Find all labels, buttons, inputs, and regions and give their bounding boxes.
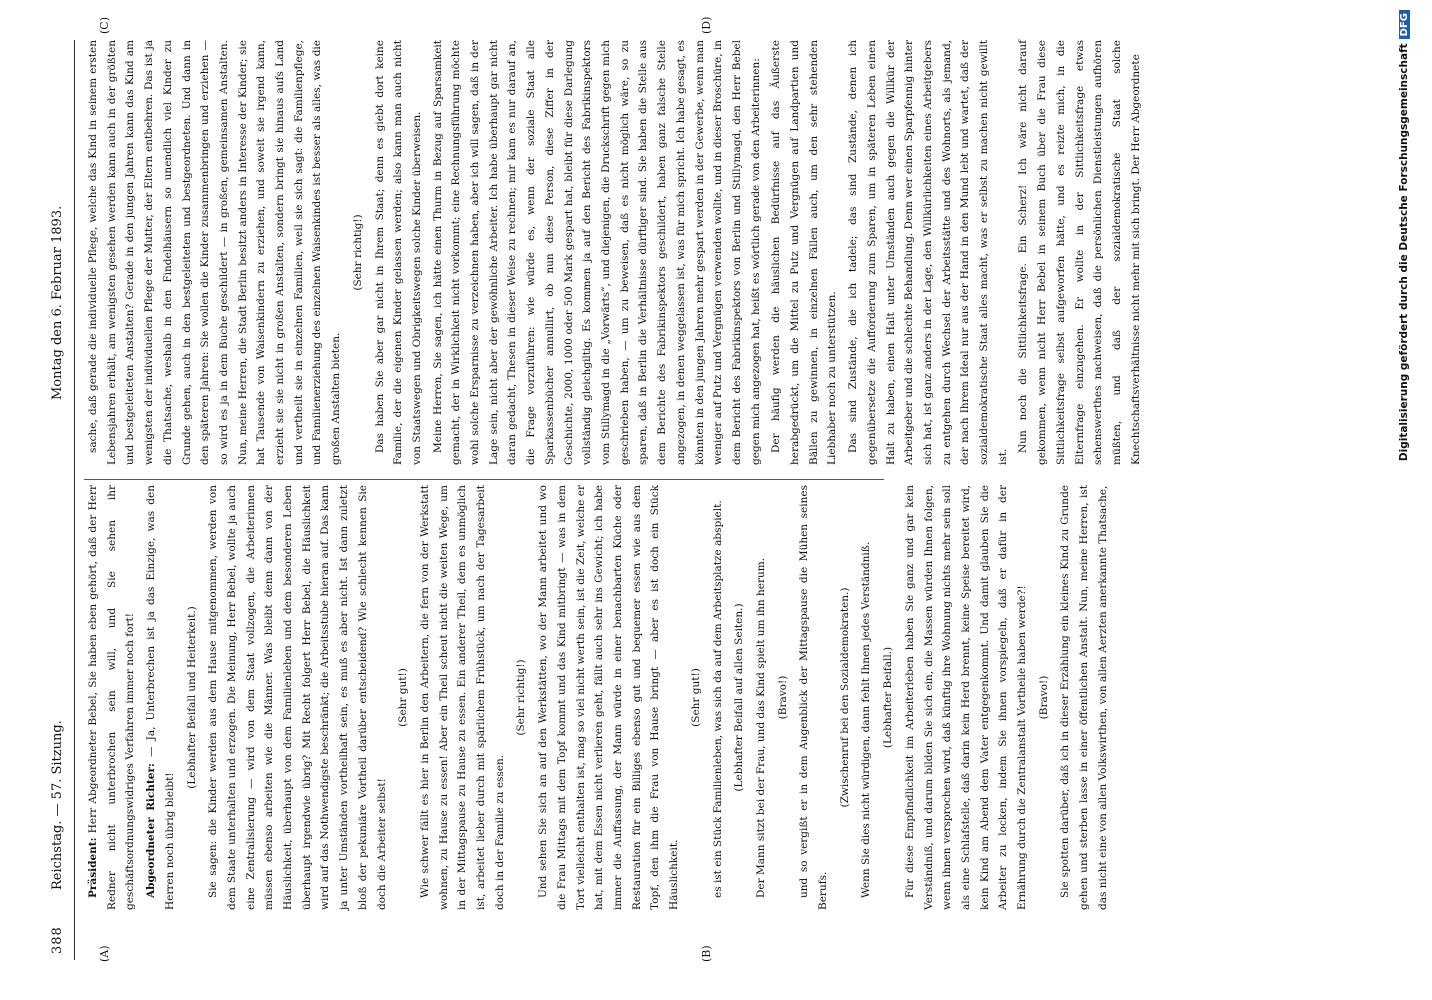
paragraph-text: Wie schwer fällt es hier in Berlin den Arbeitern, die fern von der Werkstatt wohnen, zu Hause zu essen! Aber ein Theil scheut nicht die weiten Wege, um in der Mittagspause zu Hause zu essen. Ein anderer Theil, dem es unmöglich ist, arbeitet lieber durch mit spärlichem Frühstück, um nach der Tagesarbeit doch in der Familie zu essen.: [418, 485, 506, 910]
paragraph-text: Das haben Sie aber gar nicht in Ihrem Staat; denn es giebt dort keine Familie, der die eigenen Kinder gelassen werden; also kann man auch nicht von Staatswegen und Obrigkeitswegen solche Kinder überweisen.: [373, 40, 423, 465]
dfg-logo: DFG: [1399, 10, 1410, 39]
paragraph-text: Der Mann sitzt bei der Frau, und das Kind spielt um ihn herum.: [754, 557, 767, 898]
paragraph: [429, 40, 766, 465]
column-divider: [84, 479, 884, 480]
paragraph-text: (Zwischenruf bei den Sozialdemokraten.): [838, 587, 851, 808]
paragraph: [371, 40, 427, 465]
paragraph-text: Und sehen Sie sich an auf den Werkstätten, wo der Mann arbeitet und wo die Frau Mittags mit dem Topf kommt und das Kind mitbringt — was in dem Tort vielleicht enthalten ist, mag so viel nicht werth sein, ist die Zeit, welche er hat, mit dem Essen nicht verlieren geht, fällt auch sehr ins Gewicht; ich habe immer die Auffassung, der Mann würde in einer benachbarten Küche oder Restauration für ein Billiges ebenso gut und bequemer essen wie aus dem Topf, den ihm die Frau von Hause bringt — aber es ist doch ein Stück Häuslichkeit.: [537, 485, 681, 910]
stage-direction: [349, 40, 368, 465]
paragraph-text: (Lebhafter Beifall und Heiterkeit.): [185, 606, 198, 789]
paragraph: [844, 40, 1012, 465]
paragraph-text: Für diese Empfindlichkeit im Arbeiterleben haben Sie ganz und gar kein Verständniß, und darum bilden Sie sich ein, die Massen würden Ihnen folgen, wenn ihnen versprochen wird, daß künftig ihre Wohnung nichts mehr sein soll als eine Schlafstelle, daß darin kein Herd brennt, keine Speise bereitet wird, kein Kind am Abend dem Vater entgegenkommt. Und damit glauben Sie die Arbeiter zu locken, indem Sie ihnen vorspiegeln, daß er dafür in der Ernährung durch die Zentralanstalt Vortheile haben werde?!: [903, 485, 1029, 910]
paragraph-text: (Sehr gut!): [397, 668, 410, 727]
paragraph: [795, 485, 832, 910]
stage-direction: [687, 485, 706, 910]
margin-mark-b: (B): [700, 945, 713, 962]
speaker-name: Präsident:: [87, 837, 99, 898]
paragraph-text: Herr Abgeordneter Bebel, Sie haben eben gehört, daß der Herr Redner nicht unterbrochen sein will, und Sie sehen ihr geschäftsordnungswidriges Verfahren immer noch fort!: [87, 485, 137, 910]
paragraph-text: Nun noch die Sittlichkeitsfrage. Ein Scherz! Ich wäre nicht darauf gekommen, wenn nicht Herr Bebel in seinem Buch über die Frau diese Sittlichkeitsfrage selbst aufgeworfen hätte, und es reizte mich, in die Elternfrage einzugehen. Er wollte in der Sittlichkeitsfrage etwas sehenswerthes nachweisen, daß die persönlichen Dienstleistungen aufhören müßten, und daß der sozialdemokratische Staat solche Knechtschaftsverhältnisse nicht mehr mit sich bringt. Der Herr Abgeordnete: [1017, 40, 1142, 465]
paragraph-text: Das sind Zustände, die ich tadele; das sind Zustände, denen ich gegenübersetze die Aufforderung zum Sparen, um in späteren Leben einen Halt zu haben, einen Halt unter Umständen auch gegen die Willkür der Arbeitgeber und die schlechte Behandlung. Denn wer einen Sparpfennig hinter sich hat, ist ganz anders in der Lage, den Willkürlichkeiten eines Arbeitgebers zu entgehen durch Wechsel der Arbeitsstätte und des Wohnorts, als jemand, der nach Ihrem Ideal nur aus der Hand in den Mund lebt und wartet, daß der sozialdemokratische Staat alles macht, was er selbst zu machen nicht gewillt ist.: [847, 40, 1009, 465]
paragraph-text: (Bravo!): [776, 675, 789, 720]
paragraph-text: es ist ein Stück Familienleben, was sich da auf dem Arbeitsplatze abspielt.: [711, 500, 724, 898]
stage-direction: [774, 485, 793, 910]
margin-mark-a: (A): [98, 945, 111, 962]
left-text-column: [84, 485, 1115, 910]
page-header: [44, 40, 75, 960]
margin-mark-d: (D): [700, 16, 713, 34]
stage-direction: [512, 485, 531, 910]
paragraph-text: Der häufig werden die häuslichen Bedürfnisse auf das Äußerste herabgedrückt, um die Mittel zu Putz und Vergnügen auf Landpartien und Bällen zu gewinnen, in einzelnen Fällen auch, um den sehr stehenden Liebhaber noch zu unterstützen.: [770, 40, 839, 465]
paragraph: [84, 485, 140, 910]
paragraph-text: Sie sagen: die Kinder werden aus dem Hause mitgenommen, werden von dem Staate unterhalten und erzogen. Die Meinung, Herr Bebel, wollte ja auch eine Zentralisierung — wird von dem Staat vollzogen, die Arbeiterinnen müssen ebenso arbeiten wie die Männer. Was bleibt denn dann von der Häuslichkeit, überhaupt von dem Familienleben und dem besonderen Leben überhaupt irgendwie übrig? Mit Recht folgert Herr Bebel, die Häuslichkeit wird auf das Nothwendigste beschränkt; die Arbeitsstube hieran auf. Das kann ja unter Umständen vortheilhaft sein, es muß es aber nicht. Ist dann zuletzt bloß der pekuniäre Vortheil darüber entscheidend? Wie schlecht kennen Sie doch die Arbeiter selbst!: [207, 485, 388, 910]
stage-direction: [394, 485, 413, 910]
paragraph-text: sache, daß gerade die individuelle Pflege, welche das Kind in seinem ersten Lebensjahren erhält, am wenigsten gesehen werden kann auch in der größten und bestgeleiteten Anstalten? Gerade in den jungen Jahren kann das Kind am wenigsten der individuellen Pflege der Mutter, der Eltern entbehren. Das ist ja die Thatsache, weshalb in den Findelhäusern so unendlich viel Kinder zu Grunde gehen, auch in den bestgeleiteten und bestgeordneten. Und dann in den späteren Jahren: Sie wollen die Kinder zusammenbringen und erziehen — so wird es ja in dem Buche geschildert — in großen, gemeinsamen Anstalten. Nun, meine Herren, die Stadt Berlin besitzt anders in Interesse der Kinder; sie hat Tausende von Waisenkindern zu erziehen, und soweit sie irgend kann, erzieht sie sie nicht in großen Anstalten, sondern bringt sie hinaus aufs Land und vertheilt sie in einzelnen Familien, weil sie sich sagt: die Familienpflege, und Familienerziehung des einzelnen Waisenkindes ist besser als alles, was die großen Anstalten bieten.: [87, 40, 343, 465]
stage-direction: [730, 485, 749, 910]
session-date: Montag den 6. Februar 1893.: [50, 205, 65, 400]
paragraph: [709, 485, 728, 910]
stage-direction: [836, 485, 855, 910]
paragraph: [416, 485, 510, 910]
paragraph: [204, 485, 391, 910]
paragraph-text: Wenn Sie dies nicht würdigen, dann fehlt Ihnen jedes Verständniß.: [860, 541, 873, 898]
stage-direction: [879, 485, 898, 910]
paragraph: [752, 485, 771, 910]
paragraph-text: (Lebhafter Beifall.): [882, 646, 895, 749]
digitization-credit: [1398, 10, 1410, 990]
paragraph-text: und so vergißt er in dem Augenblick der Mittagspause die Mühen seines Berufs.: [798, 485, 830, 910]
paragraph-text: (Sehr richtig!): [515, 659, 528, 736]
stage-direction: [1035, 485, 1054, 910]
stage-direction: [183, 485, 202, 910]
paragraph-text: — Ja, Unterbrechen ist ja das Einzige, was den Herren noch übrig bleibt!: [145, 484, 176, 910]
speaker-name: Abgeordneter Richter:: [145, 763, 158, 898]
paragraph-text: Sie spotten darüber, daß ich in dieser Erzählung ein kleines Kind zu Grunde gehen und sterben lasse in einer öffentlichen Anstalt. Nun, meine Herren, ist das nicht eine von allen Volkswirthen, von allen Aerzten anerkannte Thatsache,: [1059, 485, 1109, 910]
paragraph: [84, 40, 346, 465]
paragraph: [1056, 485, 1112, 910]
paragraph: [142, 485, 179, 910]
paragraph-text: Meine Herren, Sie sagen, ich hätte einen Thurm in Bezug auf Sparsamkeit gemacht, der in Wirklichkeit nicht vorkommt; eine Rechnungsführung möchte wohl solche Ersparnisse zu verzeichnen haben, aber ich will sagen, daß in der Lage sein, nicht aber der gewöhnliche Arbeiter. Ich habe überhaupt gar nicht daran gedacht, Thesen in dieser Weise zu rechnen; mir kam es nur darauf an, die Frage vorzuführen: wie würde es, wenn der soziale Staat alle Sparkassenbücher annullirt, ob nun diese Person, diese Ziffer in der Geschichte, 2000, 1000 oder 500 Mark gespart hat, bleibt für diese Darlegung vollständig gleichgiltig. Es kommen ja auf den Bericht des Fabrikinspektors vom Stillymagd in die „Vorwärts“, und diejenigen, die Druckschrift gegen mich geschrieben haben, — um zu beweisen, daß es nicht möglich wäre, so zu sparen, daß in Berlin die Verhältnisse dürftiger sind. Sie haben die Stelle aus dem Berichte des Fabrikinspektors geschildert, haben ganz falsche Stelle angezogen, in denen weggelassen ist, was für mich spricht. Ich habe gesagt, es könnten in den jungen Jahren mehr gespart werden in der Gewerbe, wenn man weniger auf Putz und Vergnügen verwenden wollte, und in dieser Broschüre, in dem Bericht des Fabrikinspektors von Berlin und Stillymagd, den Herr Bebel gegen mich angezogen hat, heißt es wörtlich gerade von den Arbeiterinnen:: [431, 40, 762, 465]
paragraph-text: (Sehr richtig!): [351, 214, 364, 291]
margin-mark-c: (C): [98, 17, 111, 34]
page-number: 388: [50, 926, 65, 954]
paragraph: [857, 485, 876, 910]
paragraph-text: (Bravo!): [1037, 675, 1050, 720]
paragraph: [901, 485, 1032, 910]
paragraph-text: (Lebhafter Beifall auf allen Seiten.): [733, 603, 746, 792]
credit-text: Digitalisierung gefördert durch die Deutsche Forschungsgemeinschaft: [1398, 43, 1410, 462]
session-title: Reichstag. — 57. Sitzung.: [50, 720, 65, 890]
paragraph: [1014, 40, 1145, 465]
paragraph-text: (Sehr gut!): [689, 668, 702, 727]
right-text-column: [84, 40, 1147, 465]
paragraph: [534, 485, 684, 910]
paragraph: [767, 40, 842, 465]
